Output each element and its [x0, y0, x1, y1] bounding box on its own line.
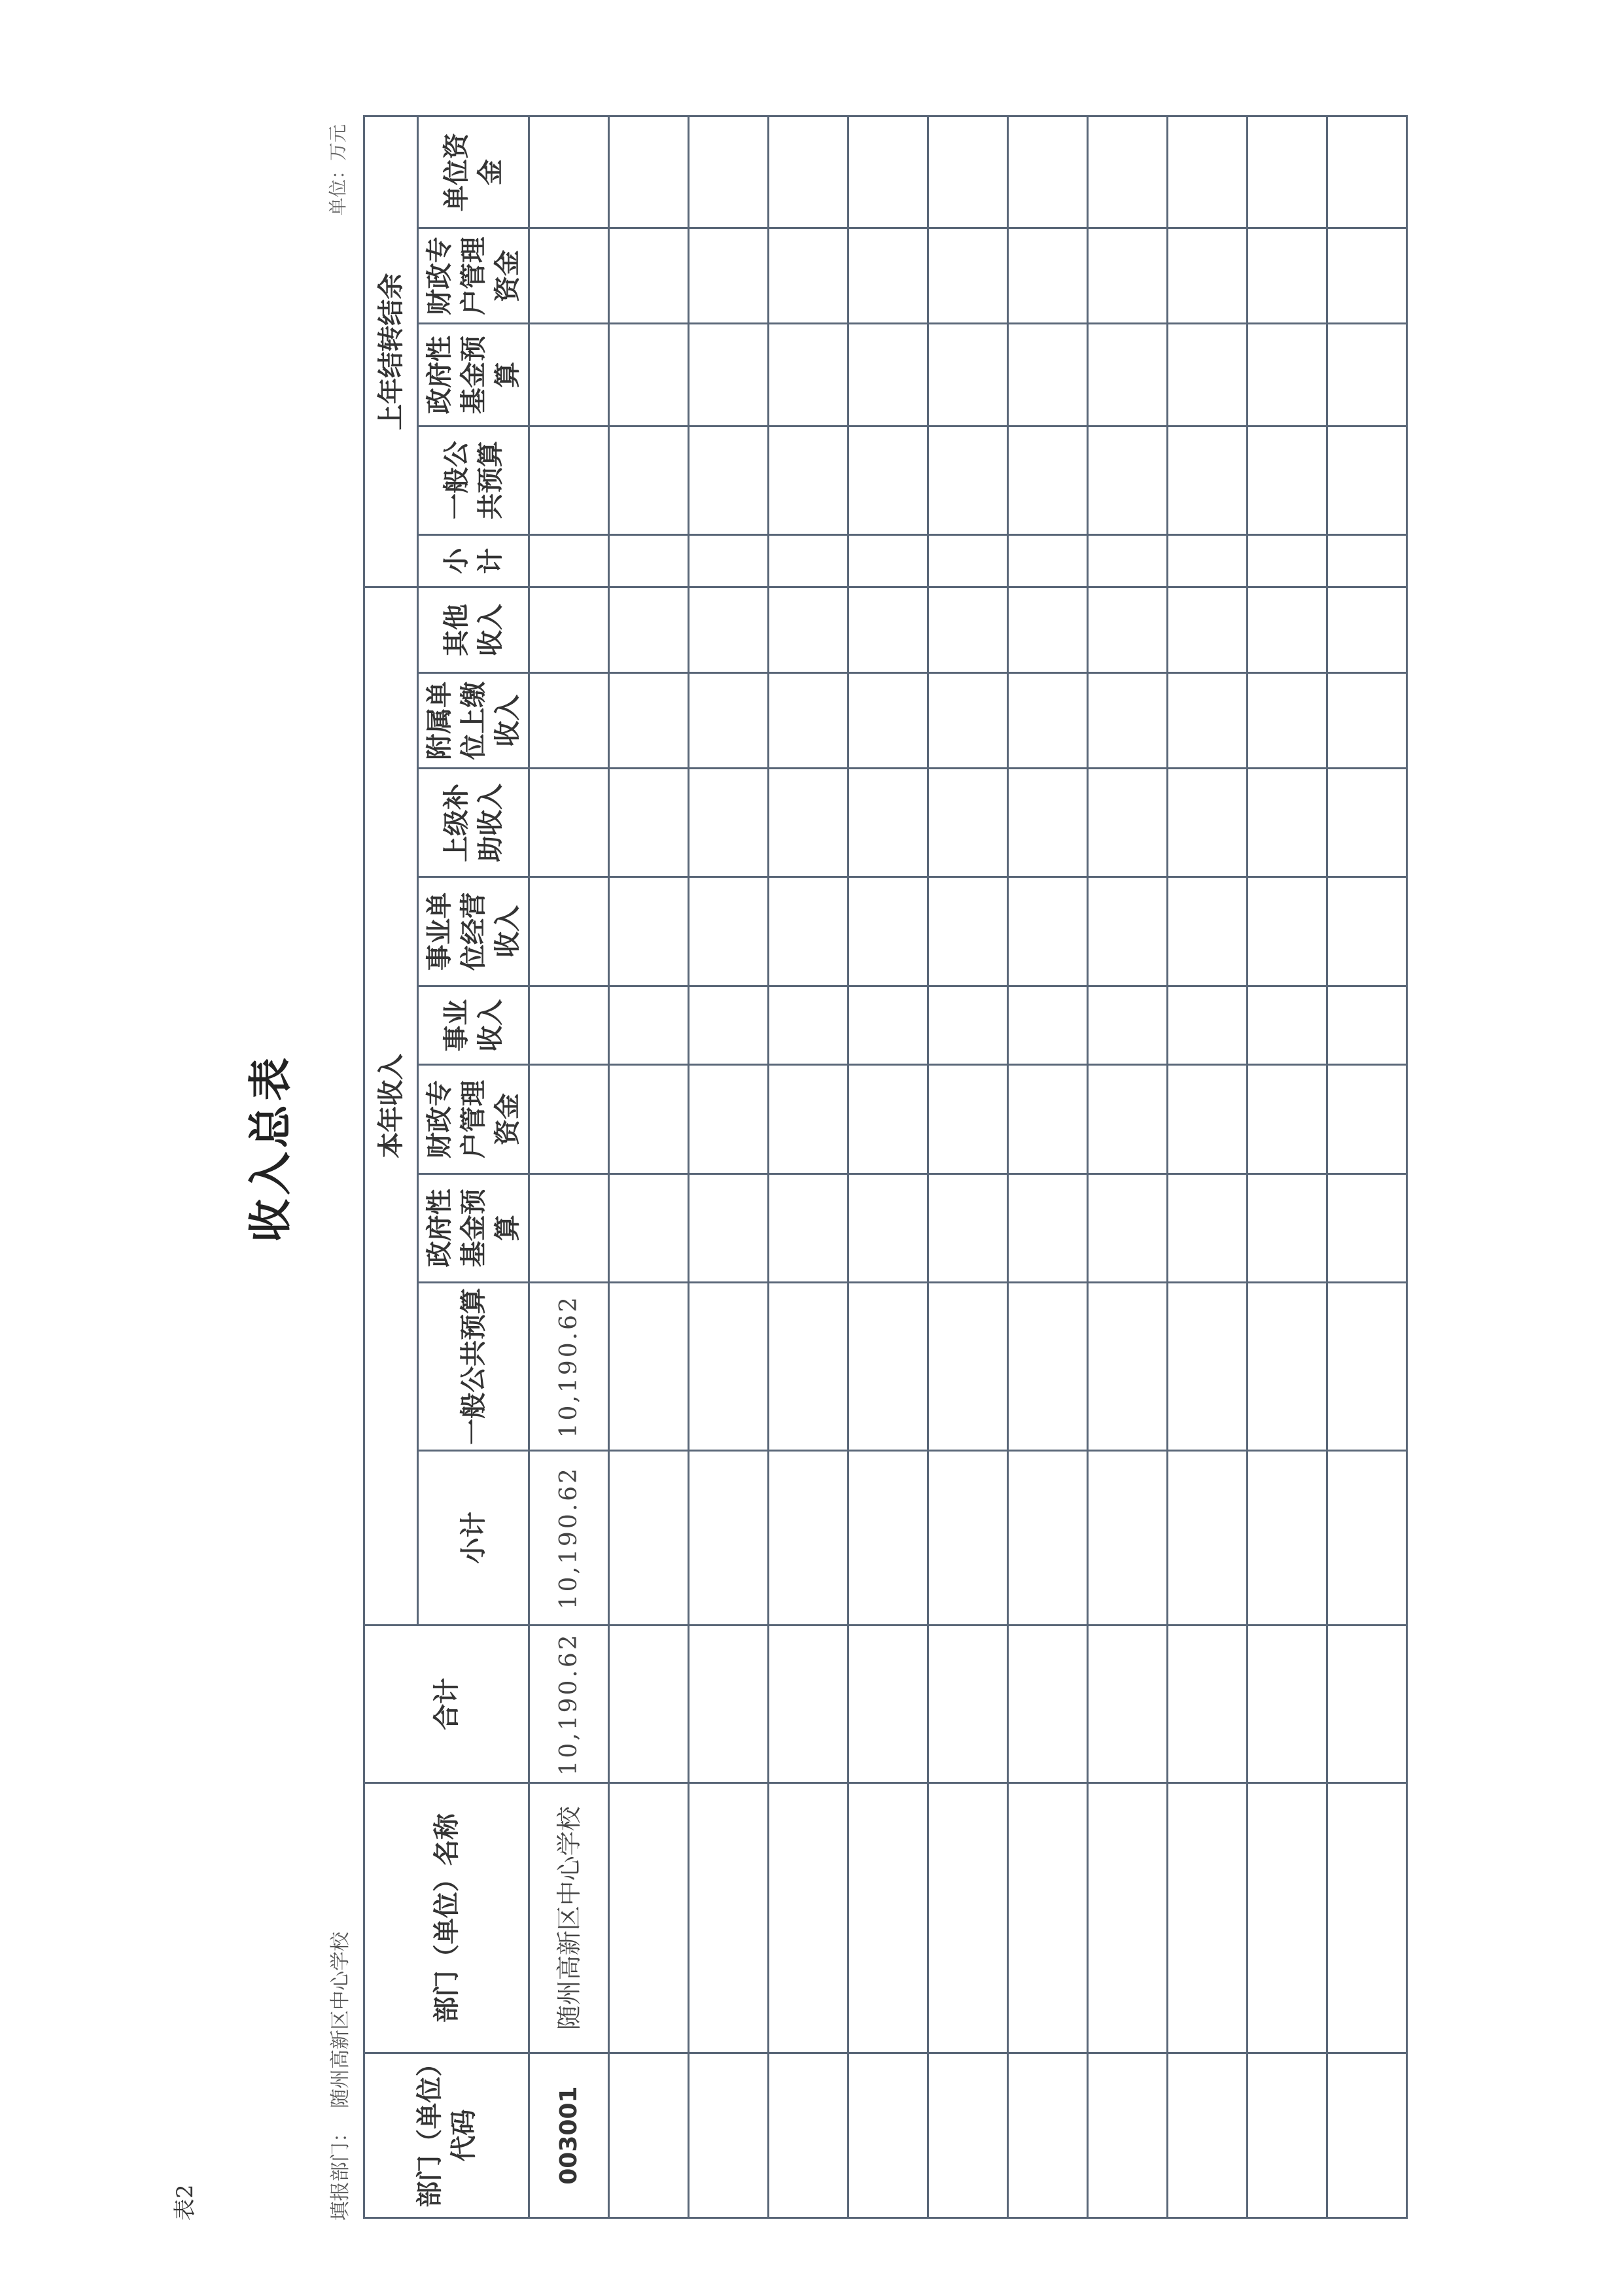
cell-empty: [689, 673, 769, 769]
cell-empty: [848, 324, 928, 426]
cell-empty: [848, 1450, 928, 1625]
cell-empty: [848, 986, 928, 1065]
header-current-general-budget: 一般公共预算: [418, 1282, 529, 1450]
header-current-year-income: 本年收入: [364, 587, 418, 1625]
cell-empty: [609, 1450, 689, 1625]
header-current-other-income: 其他收入: [418, 587, 529, 673]
cell-empty: [928, 534, 1008, 587]
cell-empty: [609, 673, 689, 769]
cell-empty: [1168, 877, 1248, 986]
cell-empty: [1327, 534, 1407, 587]
cell-empty: [1088, 877, 1168, 986]
header-prior-special-account: 财政专户管理资金: [418, 228, 529, 324]
cell-empty: [1168, 1282, 1248, 1450]
cell-empty: [1168, 116, 1248, 228]
cell-empty: [689, 324, 769, 426]
cell-empty: [769, 673, 848, 769]
cell-empty: [1327, 877, 1407, 986]
cell-empty: [689, 534, 769, 587]
cell-empty: [689, 587, 769, 673]
cell-empty: [689, 769, 769, 877]
cell-empty: [1248, 2053, 1327, 2218]
filing-department: [324, 1932, 353, 2221]
table-row-empty: [928, 116, 1008, 2218]
cell-prior-1: [529, 426, 609, 534]
cell-empty: [689, 228, 769, 324]
header-current-special-account: 财政专户管理资金: [418, 1065, 529, 1174]
cell-empty: [848, 877, 928, 986]
cell-empty: [609, 426, 689, 534]
cell-current-1: 10,190.62: [529, 1282, 609, 1450]
header-total: 合计: [364, 1625, 529, 1783]
cell-empty: [928, 324, 1008, 426]
filing-department-label: 填报部门：: [329, 2123, 352, 2221]
header-prior-subtotal: 小计: [418, 534, 529, 587]
cell-empty: [689, 1450, 769, 1625]
header-prior-year-carryover: 上年结转结余: [364, 116, 418, 587]
cell-empty: [1327, 587, 1407, 673]
unit-label: 单位：万元: [327, 124, 349, 216]
cell-empty: [689, 116, 769, 228]
cell-empty: [769, 587, 848, 673]
cell-empty: [1168, 1174, 1248, 1282]
cell-empty: [1168, 534, 1248, 587]
cell-empty: [689, 1065, 769, 1174]
cell-empty: [1248, 228, 1327, 324]
cell-empty: [1248, 1625, 1327, 1783]
table-row-empty: [1327, 116, 1407, 2218]
header-current-operating-income: 事业单位经营收入: [418, 877, 529, 986]
cell-empty: [848, 1065, 928, 1174]
cell-empty: [1008, 1174, 1088, 1282]
table-row-empty: [1008, 116, 1088, 2218]
cell-empty: [1088, 1065, 1168, 1174]
cell-empty: [1008, 587, 1088, 673]
cell-empty: [1008, 673, 1088, 769]
cell-empty: [609, 324, 689, 426]
cell-empty: [1168, 1450, 1248, 1625]
table-row-empty: [848, 116, 928, 2218]
cell-empty: [1168, 324, 1248, 426]
cell-empty: [1088, 986, 1168, 1065]
cell-current-8: [529, 587, 609, 673]
cell-empty: [1168, 228, 1248, 324]
cell-name: 随州高新区中心学校: [529, 1783, 609, 2053]
cell-empty: [1327, 1783, 1407, 2053]
header-current-fund-budget: 政府性基金预算: [418, 1174, 529, 1282]
cell-empty: [1248, 534, 1327, 587]
header-prior-fund-budget: 政府性基金预算: [418, 324, 529, 426]
header-current-business-income: 事业收入: [418, 986, 529, 1065]
cell-empty: [1008, 228, 1088, 324]
cell-empty: [1248, 1783, 1327, 2053]
cell-empty: [1008, 986, 1088, 1065]
cell-empty: [1168, 673, 1248, 769]
page-title: 收入总表: [245, 1054, 296, 1242]
cell-empty: [769, 769, 848, 877]
cell-prior-3: [529, 228, 609, 324]
cell-empty: [928, 986, 1008, 1065]
cell-empty: [1088, 587, 1168, 673]
cell-empty: [1327, 426, 1407, 534]
cell-prior-4: [529, 116, 609, 228]
cell-empty: [928, 228, 1008, 324]
table-row-empty: [769, 116, 848, 2218]
cell-empty: [1168, 986, 1248, 1065]
cell-current-2: [529, 1174, 609, 1282]
cell-empty: [769, 324, 848, 426]
cell-code: 003001: [529, 2053, 609, 2218]
cell-empty: [1327, 1282, 1407, 1450]
cell-empty: [928, 1174, 1008, 1282]
cell-empty: [609, 1174, 689, 1282]
cell-empty: [1248, 1174, 1327, 1282]
cell-empty: [1008, 1282, 1088, 1450]
cell-empty: [1008, 769, 1088, 877]
header-current-superior-subsidy: 上级补助收入: [418, 769, 529, 877]
cell-empty: [1248, 769, 1327, 877]
cell-empty: [769, 2053, 848, 2218]
cell-empty: [1168, 1065, 1248, 1174]
table-row-empty: [1168, 116, 1248, 2218]
cell-empty: [1008, 534, 1088, 587]
cell-empty: [1088, 426, 1168, 534]
cell-empty: [928, 769, 1008, 877]
cell-empty: [848, 1282, 928, 1450]
cell-empty: [1008, 1450, 1088, 1625]
cell-empty: [1088, 1282, 1168, 1450]
cell-total: 10,190.62: [529, 1625, 609, 1783]
cell-current-6: [529, 769, 609, 877]
cell-empty: [689, 877, 769, 986]
cell-empty: [1168, 1783, 1248, 2053]
cell-empty: [848, 426, 928, 534]
cell-empty: [1327, 1450, 1407, 1625]
cell-empty: [769, 1783, 848, 2053]
cell-empty: [609, 534, 689, 587]
cell-current-0: 10,190.62: [529, 1450, 609, 1625]
cell-empty: [1248, 986, 1327, 1065]
cell-empty: [1088, 1450, 1168, 1625]
cell-empty: [928, 1783, 1008, 2053]
cell-empty: [1327, 2053, 1407, 2218]
cell-empty: [609, 116, 689, 228]
cell-empty: [928, 1065, 1008, 1174]
cell-empty: [689, 1783, 769, 2053]
cell-empty: [1168, 426, 1248, 534]
cell-empty: [1168, 2053, 1248, 2218]
cell-empty: [848, 228, 928, 324]
cell-empty: [848, 673, 928, 769]
filing-department-value: 随州高新区中心学校: [329, 1932, 352, 2108]
cell-empty: [1008, 1065, 1088, 1174]
cell-empty: [928, 1625, 1008, 1783]
cell-empty: [769, 1065, 848, 1174]
cell-empty: [1248, 324, 1327, 426]
cell-empty: [1088, 673, 1168, 769]
cell-empty: [1088, 769, 1168, 877]
cell-empty: [928, 116, 1008, 228]
cell-empty: [1088, 1625, 1168, 1783]
cell-empty: [928, 1450, 1008, 1625]
cell-empty: [769, 877, 848, 986]
cell-current-7: [529, 673, 609, 769]
cell-empty: [928, 2053, 1008, 2218]
cell-empty: [928, 673, 1008, 769]
cell-empty: [1248, 587, 1327, 673]
cell-empty: [1008, 324, 1088, 426]
header-current-subordinate-remit: 附属单位上缴收入: [418, 673, 529, 769]
cell-empty: [769, 1625, 848, 1783]
cell-empty: [689, 2053, 769, 2218]
cell-empty: [1088, 2053, 1168, 2218]
cell-empty: [1327, 1625, 1407, 1783]
cell-empty: [1008, 877, 1088, 986]
cell-empty: [848, 1625, 928, 1783]
cell-empty: [1327, 324, 1407, 426]
cell-empty: [769, 1450, 848, 1625]
cell-empty: [928, 1282, 1008, 1450]
cell-empty: [1248, 673, 1327, 769]
cell-empty: [689, 426, 769, 534]
cell-empty: [769, 986, 848, 1065]
cell-empty: [1327, 1174, 1407, 1282]
cell-empty: [848, 587, 928, 673]
cell-empty: [1168, 1625, 1248, 1783]
cell-empty: [689, 1625, 769, 1783]
table-row-empty: [609, 116, 689, 2218]
table-row-empty: [1088, 116, 1168, 2218]
cell-empty: [689, 1282, 769, 1450]
cell-empty: [848, 769, 928, 877]
cell-empty: [609, 1625, 689, 1783]
cell-empty: [609, 228, 689, 324]
header-prior-general-budget: 一般公共预算: [418, 426, 529, 534]
table-number: 表2: [172, 2184, 198, 2221]
cell-empty: [1248, 116, 1327, 228]
cell-empty: [1168, 587, 1248, 673]
cell-empty: [1248, 426, 1327, 534]
cell-empty: [1008, 116, 1088, 228]
cell-empty: [1008, 2053, 1088, 2218]
cell-current-4: [529, 986, 609, 1065]
cell-current-5: [529, 877, 609, 986]
cell-empty: [1168, 769, 1248, 877]
cell-empty: [1008, 1625, 1088, 1783]
cell-empty: [769, 1282, 848, 1450]
cell-empty: [848, 2053, 928, 2218]
cell-empty: [769, 116, 848, 228]
cell-empty: [609, 1065, 689, 1174]
table-row-empty: [1248, 116, 1327, 2218]
cell-empty: [1327, 228, 1407, 324]
cell-empty: [769, 228, 848, 324]
cell-empty: [609, 587, 689, 673]
income-summary-table: [363, 115, 1408, 2219]
cell-empty: [1088, 1174, 1168, 1282]
cell-empty: [1327, 1065, 1407, 1174]
cell-empty: [1327, 116, 1407, 228]
cell-empty: [689, 1174, 769, 1282]
cell-empty: [609, 1282, 689, 1450]
cell-empty: [1088, 534, 1168, 587]
cell-empty: [1248, 1282, 1327, 1450]
cell-empty: [1248, 1450, 1327, 1625]
cell-empty: [769, 426, 848, 534]
cell-empty: [689, 986, 769, 1065]
table-row: [529, 116, 609, 2218]
cell-empty: [769, 534, 848, 587]
cell-empty: [1327, 673, 1407, 769]
cell-empty: [1088, 228, 1168, 324]
cell-empty: [609, 2053, 689, 2218]
cell-empty: [1327, 769, 1407, 877]
cell-prior-2: [529, 324, 609, 426]
cell-empty: [928, 587, 1008, 673]
cell-empty: [609, 769, 689, 877]
cell-current-3: [529, 1065, 609, 1174]
cell-empty: [1008, 426, 1088, 534]
cell-empty: [1327, 986, 1407, 1065]
table-row-empty: [689, 116, 769, 2218]
table-body: [529, 116, 1407, 2218]
cell-prior-0: [529, 534, 609, 587]
header-code: 部门（单位）代码: [364, 2053, 529, 2218]
cell-empty: [609, 1783, 689, 2053]
cell-empty: [848, 534, 928, 587]
cell-empty: [848, 1783, 928, 2053]
cell-empty: [928, 426, 1008, 534]
cell-empty: [609, 986, 689, 1065]
cell-empty: [1088, 324, 1168, 426]
cell-empty: [928, 877, 1008, 986]
cell-empty: [1088, 1783, 1168, 2053]
header-prior-unit-funds: 单位资金: [418, 116, 529, 228]
cell-empty: [1088, 116, 1168, 228]
header-current-subtotal: 小计: [418, 1450, 529, 1625]
cell-empty: [1248, 1065, 1327, 1174]
cell-empty: [609, 877, 689, 986]
cell-empty: [848, 1174, 928, 1282]
cell-empty: [1008, 1783, 1088, 2053]
cell-empty: [769, 1174, 848, 1282]
cell-empty: [848, 116, 928, 228]
header-name: 部门（单位）名称: [364, 1783, 529, 2053]
cell-empty: [1248, 877, 1327, 986]
